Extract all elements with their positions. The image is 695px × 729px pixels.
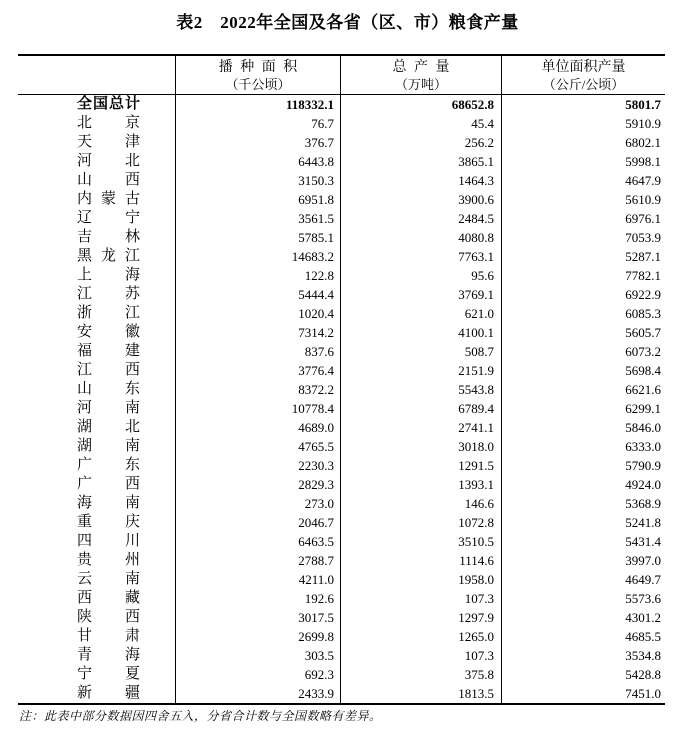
sown-area-value: 118332.1 [176,95,341,114]
total-output-value: 7763.1 [341,247,502,266]
table-row [18,494,665,513]
sown-area-value: 4689.0 [176,418,341,437]
unit-yield-value: 5790.9 [625,458,661,473]
total-output-value: 3900.6 [341,190,502,209]
total-output-value: 68652.8 [341,95,502,114]
header-region-blank [18,56,176,94]
table-row [18,209,665,228]
unit-yield-value: 6333.0 [625,439,661,454]
unit-yield-value: 6922.9 [625,287,661,302]
region-name-cell [18,228,176,247]
unit-yield-value: 5910.9 [625,116,661,131]
unit-yield-value: 7053.9 [625,230,661,245]
unit-yield-value: 5998.1 [625,154,661,169]
region-name: 宁夏 [77,666,140,682]
table-row [18,304,665,323]
sown-area-value: 10778.4 [176,399,341,418]
table-row [18,646,665,665]
table-title: 表2 2022年全国及各省（区、市）粮食产量 [176,13,519,32]
sown-area-value: 8372.2 [176,380,341,399]
region-name-cell [18,285,176,304]
total-output-value: 1265.0 [341,627,502,646]
region-name: 重庆 [77,514,140,530]
region-name-cell [18,513,176,532]
region-name: 吉林 [77,229,140,245]
unit-yield-value: 5241.8 [625,515,661,530]
unit-yield-value: 4685.5 [625,629,661,644]
region-name: 辽宁 [77,210,140,226]
sown-area-value: 122.8 [176,266,341,285]
unit-yield-value: 6802.1 [625,135,661,150]
total-output-value: 5543.8 [341,380,502,399]
region-name: 黑龙江 [77,248,140,264]
region-name-cell [18,152,176,171]
region-name-cell [18,361,176,380]
total-output-value: 1393.1 [341,475,502,494]
total-output-value: 2741.1 [341,418,502,437]
table-row [18,399,665,418]
unit-yield-value: 5368.9 [625,496,661,511]
region-name-cell [18,342,176,361]
total-output-value: 256.2 [341,133,502,152]
table-row [18,190,665,209]
table-body [18,95,665,703]
region-name: 贵州 [77,552,140,568]
region-name: 北京 [77,115,140,131]
total-output-value: 4080.8 [341,228,502,247]
region-name: 新疆 [77,685,140,701]
table-row [18,437,665,456]
region-name-cell [18,304,176,323]
region-name-cell [18,608,176,627]
total-output-value: 1813.5 [341,684,502,703]
region-name: 全国总计 [77,96,140,112]
unit-yield-value: 5428.8 [625,667,661,682]
sown-area-value: 14683.2 [176,247,341,266]
sown-area-value: 192.6 [176,589,341,608]
region-name-cell [18,494,176,513]
region-name-cell [18,209,176,228]
total-output-value: 1958.0 [341,570,502,589]
header-sown-area [176,56,341,94]
region-name-cell [18,627,176,646]
region-name-cell [18,475,176,494]
unit-yield-value: 6085.3 [625,306,661,321]
region-name: 福建 [77,343,140,359]
header-unit-yield-unit: （公斤/公顷） [542,77,625,92]
sown-area-value: 303.5 [176,646,341,665]
unit-yield-value: 6976.1 [625,211,661,226]
sown-area-value: 2230.3 [176,456,341,475]
sown-area-value: 2046.7 [176,513,341,532]
unit-yield-value: 3997.0 [625,553,661,568]
total-output-value: 1072.8 [341,513,502,532]
region-name-cell [18,570,176,589]
region-name: 海南 [77,495,140,511]
table-row [18,551,665,570]
sown-area-value: 6443.8 [176,152,341,171]
unit-yield-value: 5801.7 [625,97,661,112]
total-output-value: 1464.3 [341,171,502,190]
sown-area-value: 5785.1 [176,228,341,247]
table-row [18,342,665,361]
header-total-output-title: 总 产 量 [392,60,450,75]
region-name: 安徽 [77,324,140,340]
region-name: 湖南 [77,438,140,454]
sown-area-value: 6463.5 [176,532,341,551]
region-name: 湖北 [77,419,140,435]
unit-yield-value: 5610.9 [625,192,661,207]
total-output-value: 95.6 [341,266,502,285]
sown-area-value: 2829.3 [176,475,341,494]
sown-area-value: 6951.8 [176,190,341,209]
total-output-value: 3865.1 [341,152,502,171]
region-name: 江苏 [77,286,140,302]
region-name: 四川 [77,533,140,549]
table-row [18,380,665,399]
region-name-cell [18,665,176,684]
unit-yield-value: 7451.0 [625,686,661,701]
sown-area-value: 3150.3 [176,171,341,190]
region-name: 广西 [77,476,140,492]
table-row [18,323,665,342]
unit-yield-value: 5573.6 [625,591,661,606]
sown-area-value: 1020.4 [176,304,341,323]
unit-yield-value: 5431.4 [625,534,661,549]
sown-area-value: 5444.4 [176,285,341,304]
total-output-value: 2484.5 [341,209,502,228]
region-name-cell [18,532,176,551]
region-name-cell [18,323,176,342]
sown-area-value: 837.6 [176,342,341,361]
unit-yield-value: 4301.2 [625,610,661,625]
unit-yield-value: 4649.7 [625,572,661,587]
region-name: 河南 [77,400,140,416]
total-output-value: 1114.6 [341,551,502,570]
region-name: 山西 [77,172,140,188]
region-name: 河北 [77,153,140,169]
table-row [18,152,665,171]
total-output-value: 508.7 [341,342,502,361]
unit-yield-value: 5605.7 [625,325,661,340]
total-output-value: 107.3 [341,589,502,608]
unit-yield-value: 4924.0 [625,477,661,492]
table-row [18,684,665,703]
region-name-cell [18,437,176,456]
table-row [18,418,665,437]
region-name: 浙江 [77,305,140,321]
region-name: 青海 [77,647,140,663]
region-name-cell [18,456,176,475]
unit-yield-value: 5846.0 [625,420,661,435]
unit-yield-value: 4647.9 [625,173,661,188]
table-row [18,665,665,684]
unit-yield-value: 7782.1 [625,268,661,283]
region-name: 云南 [77,571,140,587]
total-output-value: 3510.5 [341,532,502,551]
sown-area-value: 692.3 [176,665,341,684]
table-row [18,627,665,646]
sown-area-value: 273.0 [176,494,341,513]
table-row [18,456,665,475]
total-output-value: 107.3 [341,646,502,665]
table-row [18,570,665,589]
header-sown-area-title: 播 种 面 积 [218,60,298,75]
sown-area-value: 2699.8 [176,627,341,646]
region-name: 陕西 [77,609,140,625]
total-output-value: 1291.5 [341,456,502,475]
sown-area-value: 2788.7 [176,551,341,570]
total-output-value: 4100.1 [341,323,502,342]
header-unit-yield [502,56,665,94]
region-name-cell [18,551,176,570]
total-output-value: 1297.9 [341,608,502,627]
sown-area-value: 3776.4 [176,361,341,380]
header-sown-area-unit: （千公顷） [225,77,291,92]
region-name-cell [18,399,176,418]
region-name-cell [18,418,176,437]
region-name: 内蒙古 [77,191,140,207]
total-output-value: 621.0 [341,304,502,323]
region-name-cell [18,190,176,209]
sown-area-value: 4765.5 [176,437,341,456]
region-name-cell [18,247,176,266]
region-name: 上海 [77,267,140,283]
table-row [18,133,665,152]
region-name-cell [18,133,176,152]
table-row [18,361,665,380]
region-name: 甘肃 [77,628,140,644]
unit-yield-value: 6299.1 [625,401,661,416]
unit-yield-value: 3534.8 [625,648,661,663]
total-output-value: 3769.1 [341,285,502,304]
table-row [18,608,665,627]
total-output-value: 3018.0 [341,437,502,456]
table-row [18,95,665,114]
table-row [18,228,665,247]
region-name: 江西 [77,362,140,378]
unit-yield-value: 5698.4 [625,363,661,378]
total-output-value: 146.6 [341,494,502,513]
table-row [18,285,665,304]
region-name: 广东 [77,457,140,473]
region-name-cell [18,171,176,190]
unit-yield-value: 5287.1 [625,249,661,264]
total-output-value: 6789.4 [341,399,502,418]
region-name-cell [18,646,176,665]
footnote: 注：此表中部分数据因四舍五入，分省合计数与全国数略有差异。 [19,709,382,723]
total-output-value: 45.4 [341,114,502,133]
grain-production-table [18,54,665,705]
region-name-cell [18,114,176,133]
header-total-output [341,56,502,94]
region-name-cell [18,266,176,285]
table-row [18,171,665,190]
region-name: 西藏 [77,590,140,606]
sown-area-value: 7314.2 [176,323,341,342]
region-name: 天津 [77,134,140,150]
sown-area-value: 3561.5 [176,209,341,228]
region-name-cell [18,380,176,399]
unit-yield-value: 6621.6 [625,382,661,397]
header-unit-yield-title: 单位面积产量 [541,60,626,75]
region-name-cell [18,589,176,608]
table-row [18,266,665,285]
table-row [18,114,665,133]
table-row [18,513,665,532]
unit-yield-value: 6073.2 [625,344,661,359]
sown-area-value: 3017.5 [176,608,341,627]
region-name-cell [18,684,176,703]
region-name-cell [18,95,176,114]
table-header-row [18,56,665,95]
sown-area-value: 76.7 [176,114,341,133]
sown-area-value: 376.7 [176,133,341,152]
region-name: 山东 [77,381,140,397]
table-row [18,247,665,266]
table-row [18,532,665,551]
sown-area-value: 4211.0 [176,570,341,589]
total-output-value: 2151.9 [341,361,502,380]
table-row [18,475,665,494]
total-output-value: 375.8 [341,665,502,684]
table-row [18,589,665,608]
header-total-output-unit: （万吨） [394,77,447,92]
sown-area-value: 2433.9 [176,684,341,703]
